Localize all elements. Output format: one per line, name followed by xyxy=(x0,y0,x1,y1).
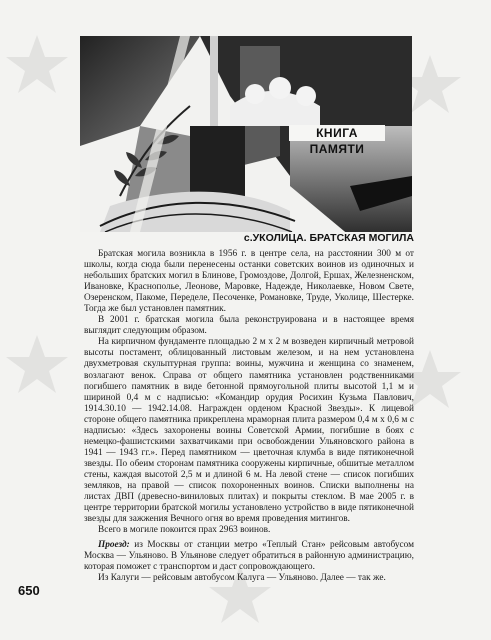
watermark-star-icon xyxy=(2,330,92,400)
paragraph: На кирпичном фундаменте площадью 2 м х 2 м возведен кирпичный метровой высоты постамент, облицованный листовым железом, и на нем установлена двухметровая скульптурная группа: воины, мужчина и женщина со знаменем, возлагают венок. Справа от общего памятника установлен родственниками погибшего памятник в виде бетонной прямоугольной плиты высотой 1,1 м и шириной 0,4 м с надписью: «Командир орудия Росихин Кузьма Павлович, 1914.30.10 — 1942.14.08. Награжден орденом Красной Звезды». К лицевой стороне общего памятника прикреплена мраморная плита размером 0,4 м х 0,6 м с надписью: «Здесь захоронены воины Советской Армии, погибшие в боях с немецко-фашистскими захватчиками при освобождении Ульяновского района в 1941 — 1943 гг.». Перед памятником — цветочная клумба в виде пятиконечной звезды. По обеим сторонам памятника сооружены кирпичные, обшитые металлом стены, каждая высотой 2,5 м и длиной 6 м. На левой стене — список погибших земляков, на правой — список похороненных воинов. Списки выполнены на листах ДВП (древесно-виниловых плитах) и покрыты стеклом. В мае 2005 г. в центре территории братской могилы установлено устройство в виде пятиконечной звезды для зажжения Вечного огня во время проведения митингов. xyxy=(84,337,414,525)
page-number: 650 xyxy=(18,583,40,598)
paragraph: В 2001 г. братская могила была реконструирована и в настоящее время выглядит следующим образом. xyxy=(84,315,414,337)
paragraph: Братская могила возникла в 1956 г. в центре села, на расстоянии 300 м от школы, когда сюда были перенесены останки советских воинов из одиночных и небольших братских могил в Блинове, Громоздове, Долгой, Ершах, Железненском, Ивановке, Краснополье, Леонове, Маровке, Надежде, Николаевке, Новом Свете, Озеренском, Пакоме, Переделе, Песоченке, Романовке, Труде, Уколице, Шестерке. Тогда же был установлен памятник. xyxy=(84,249,414,315)
route-paragraph xyxy=(84,540,414,573)
route-label: Проезд: xyxy=(98,540,130,551)
book-title: КНИГА ПАМЯТИ xyxy=(289,125,385,141)
article-body xyxy=(84,249,414,584)
watermark-star-icon xyxy=(2,30,92,100)
route-kaluga: Из Калуги — рейсовым автобусом Калуга — Ульяново. Далее — так же. xyxy=(98,573,386,584)
section-heading: с.УКОЛИЦА. БРАТСКАЯ МОГИЛА xyxy=(243,232,414,244)
route-text: из Москвы от станции метро «Теплый Стан» рейсовым автобусом Москва — Ульяново. В Ульянове следует обратиться в районную администрацию, которая поможет с транспортом и даст сопровождающего. xyxy=(84,540,414,573)
paragraph: Всего в могиле покоится прах 2963 воинов. xyxy=(98,525,271,536)
